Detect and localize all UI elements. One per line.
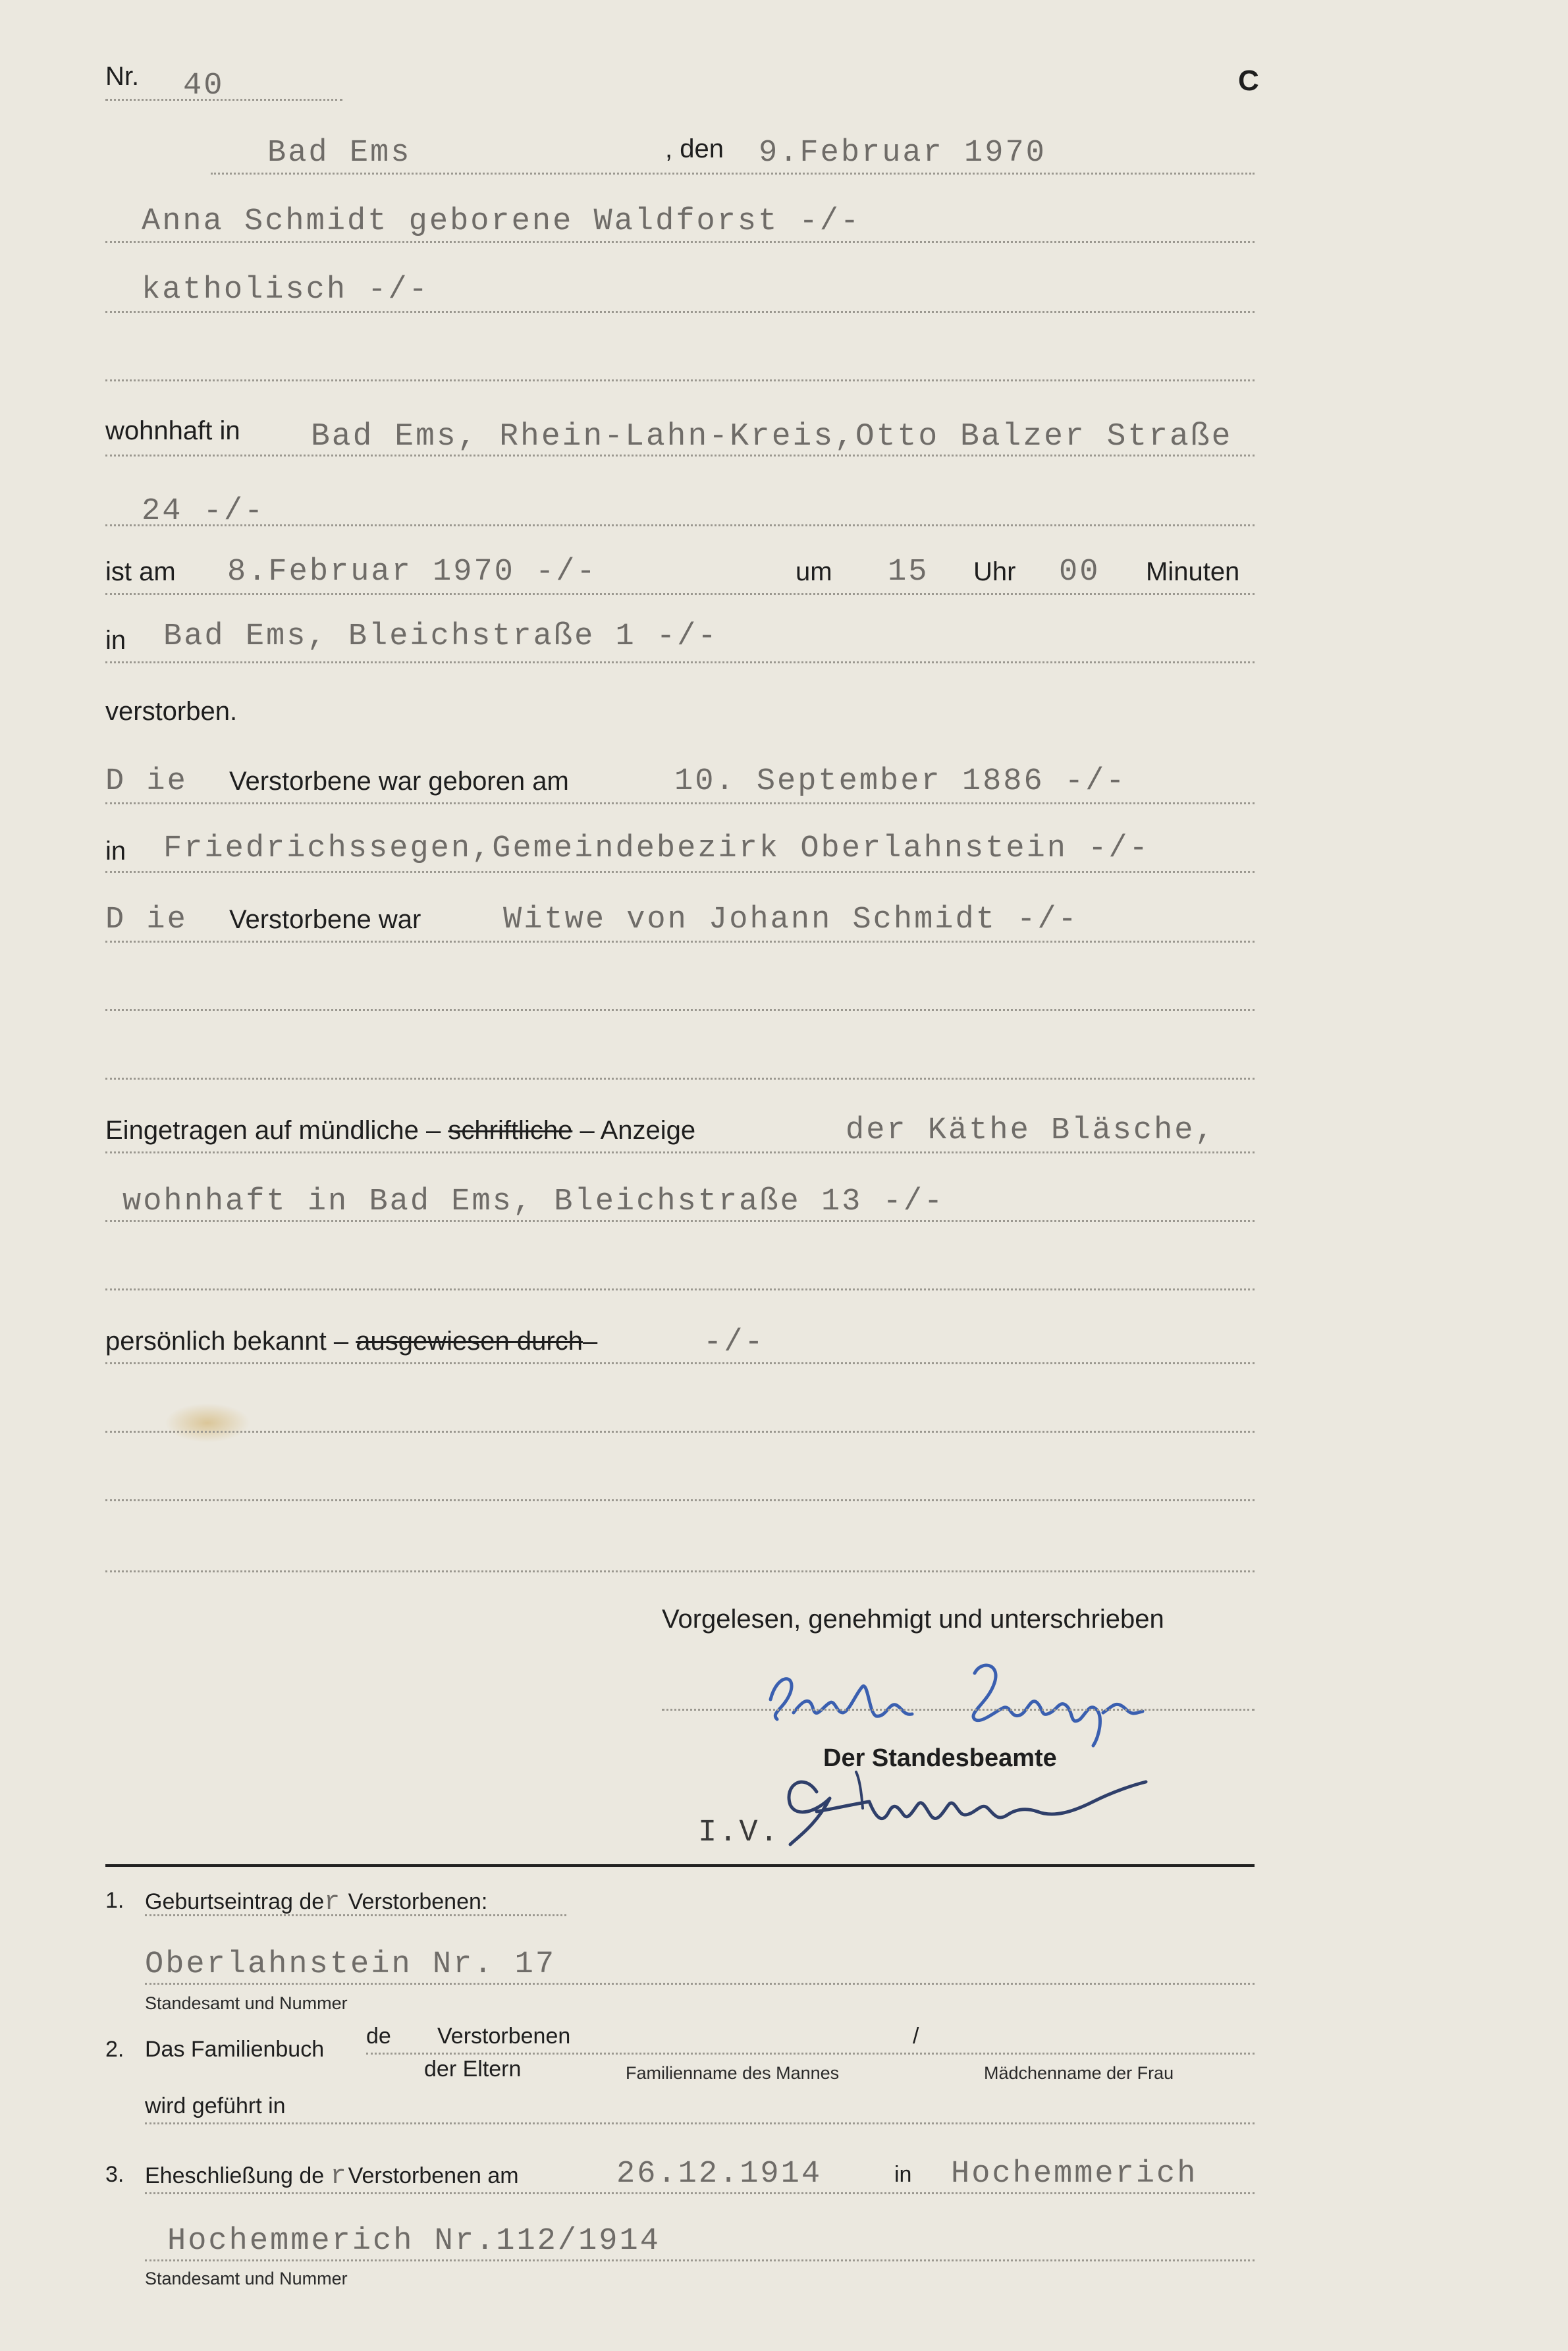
informant-signature: [757, 1647, 1231, 1752]
signature-line: [662, 1709, 1255, 1711]
note-1-label-end: Verstorbenen:: [348, 1889, 488, 1914]
rule: [105, 1151, 1255, 1153]
death-place: Bad Ems, Bleichstraße 1 -/-: [163, 619, 718, 654]
rule: [145, 2192, 1255, 2194]
note-2-verstorbenen: Verstorbenen: [437, 2024, 571, 2049]
identity-label: [105, 1327, 597, 1356]
birth-place: Friedrichssegen,Gemeindebezirk Oberlahnstein -/-: [163, 831, 1150, 866]
rule: [105, 1431, 1255, 1433]
note-1-label-text: Geburtseintrag de: [145, 1889, 325, 1914]
note-3-number: 3.: [105, 2162, 124, 2187]
ist-am-label: ist am: [105, 557, 176, 586]
rule: [105, 1499, 1255, 1501]
birth-registry: Oberlahnstein Nr. 17: [145, 1947, 556, 1982]
rule: [145, 1914, 566, 1916]
rule: [105, 455, 1255, 456]
informant: der Käthe Bläsche,: [846, 1113, 1216, 1148]
rule: [366, 2053, 1255, 2055]
note-3-caption: Standesamt und Nummer: [145, 2269, 348, 2288]
death-hour: 15: [888, 555, 929, 590]
note-3-in-label: in: [894, 2162, 912, 2187]
note-2-caption-wife: Mädchenname der Frau: [984, 2063, 1174, 2083]
read-approved-text: Vorgelesen, genehmigt und unterschrieben: [662, 1605, 1164, 1634]
rule: [105, 1362, 1255, 1364]
deceased-name: Anna Schmidt geborene Waldforst -/-: [142, 204, 861, 239]
registration-label: [105, 1116, 695, 1146]
um-label: um: [796, 557, 832, 586]
rule: [105, 1220, 1255, 1222]
note-2-de: de: [366, 2024, 391, 2049]
die-prefix: D ie: [105, 902, 188, 937]
residence-address: Bad Ems, Rhein-Lahn-Kreis,Otto Balzer Straße: [311, 419, 1233, 455]
official-title: Der Standesbeamte: [823, 1744, 1057, 1772]
registration-label-start: Eingetragen auf mündliche –: [105, 1116, 441, 1145]
rule: [145, 1983, 1255, 1985]
death-date: 8.Februar 1970 -/-: [227, 555, 597, 590]
born-label: Verstorbene war geboren am: [229, 767, 569, 796]
note-2-caption-husband: Familienname des Mannes: [626, 2063, 840, 2083]
note-3-label: [145, 2162, 519, 2192]
identity-label-start: persönlich bekannt –: [105, 1327, 349, 1356]
uhr-label: Uhr: [973, 557, 1016, 586]
rule: [105, 99, 342, 101]
birth-date: 10. September 1886 -/-: [674, 764, 1127, 799]
residence-address-cont: 24 -/-: [142, 494, 265, 529]
rule: [105, 661, 1255, 663]
record-date: 9.Februar 1970: [759, 136, 1046, 171]
note-2-kept-in: wird geführt in: [145, 2093, 286, 2118]
verstorben-label: verstorben.: [105, 697, 238, 726]
rule: [105, 1009, 1255, 1011]
marital-status: Witwe von Johann Schmidt -/-: [503, 902, 1079, 937]
marriage-date: 26.12.1914: [616, 2157, 823, 2192]
note-3-label-text: Eheschließung de: [145, 2163, 325, 2188]
death-minute: 00: [1059, 555, 1100, 590]
residence-label: wohnhaft in: [105, 416, 240, 445]
registrar-signature: [777, 1746, 1159, 1851]
rule: [105, 379, 1255, 381]
note-3-typed-r: r: [330, 2162, 348, 2192]
die-prefix: D ie: [105, 764, 188, 799]
place: Bad Ems: [267, 136, 412, 171]
registration-label-struck: schriftliche: [448, 1116, 573, 1145]
rule: [105, 593, 1255, 595]
note-2-label: Das Familienbuch: [145, 2037, 325, 2062]
note-2-eltern: der Eltern: [424, 2057, 522, 2082]
status-label: Verstorbene war: [229, 905, 421, 934]
rule: [105, 802, 1255, 804]
paper-stain: [165, 1403, 250, 1443]
in-label: in: [105, 837, 126, 866]
record-number: 40: [183, 69, 225, 103]
religion: katholisch -/-: [142, 273, 429, 308]
iv-label: I.V.: [698, 1815, 780, 1850]
rule: [211, 173, 1255, 175]
rule: [105, 1288, 1255, 1290]
registration-label-end: – Anzeige: [580, 1116, 696, 1145]
identity-label-end: –: [582, 1327, 598, 1356]
in-label: in: [105, 626, 126, 655]
rule: [145, 2259, 1255, 2261]
marriage-place: Hochemmerich: [951, 2157, 1198, 2192]
note-2-number: 2.: [105, 2037, 124, 2062]
rule: [105, 524, 1255, 526]
identity-label-struck: ausgewiesen durch: [356, 1327, 583, 1356]
rule: [105, 871, 1255, 873]
rule: [145, 2122, 1255, 2124]
nr-label: Nr.: [105, 62, 140, 91]
note-1-number: 1.: [105, 1888, 124, 1913]
register-letter: C: [1238, 65, 1259, 97]
rule: [105, 1570, 1255, 1572]
informant-address: wohnhaft in Bad Ems, Bleichstraße 13 -/-: [122, 1184, 945, 1219]
identity-value: -/-: [703, 1325, 765, 1360]
den-label: , den: [665, 134, 724, 163]
note-1-caption: Standesamt und Nummer: [145, 1993, 348, 2013]
note-3-label-end: Verstorbenen am: [348, 2163, 519, 2188]
minuten-label: Minuten: [1146, 557, 1240, 586]
note-2-slash: /: [913, 2024, 919, 2049]
marriage-registry: Hochemmerich Nr.112/1914: [167, 2224, 661, 2259]
rule: [105, 1078, 1255, 1080]
note-1-label: [145, 1888, 487, 1918]
section-divider: [105, 1864, 1255, 1867]
rule: [105, 241, 1255, 243]
note-1-typed-r: r: [324, 1888, 342, 1918]
rule: [105, 311, 1255, 313]
rule: [105, 941, 1255, 943]
